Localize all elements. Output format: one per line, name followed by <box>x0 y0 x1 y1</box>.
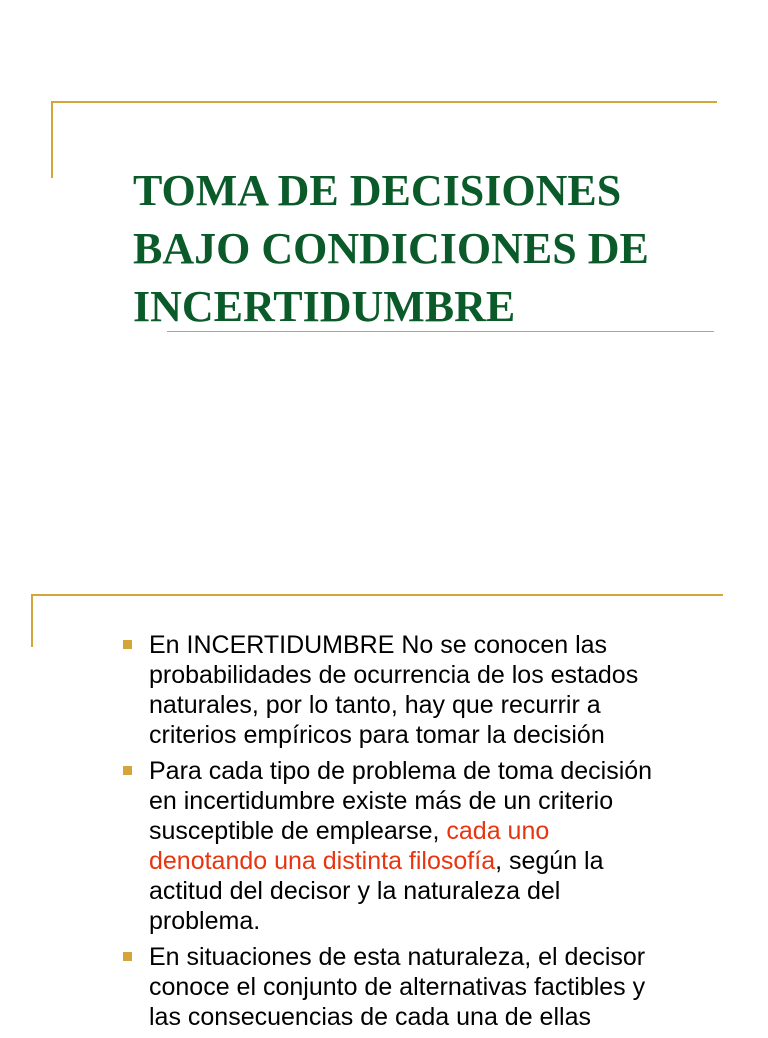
title-line-2: BAJO CONDICIONES DE <box>133 224 649 273</box>
title-line-3: INCERTIDUMBRE <box>133 282 516 331</box>
square-bullet-icon <box>123 952 132 961</box>
title-underline <box>167 331 714 332</box>
highlighted-text: denotando una distinta filosofía <box>149 847 496 875</box>
bullet-line: naturales, por lo tanto, hay que recurrir a <box>149 691 601 719</box>
bullet-item <box>120 756 720 936</box>
bullet-item <box>120 942 720 1032</box>
bullet-line: En situaciones de esta naturaleza, el decisor <box>149 943 646 971</box>
bullet-line: las consecuencias de cada una de ellas <box>149 1003 591 1031</box>
left-rule <box>31 594 33 647</box>
bullet-line: En INCERTIDUMBRE No se conocen las <box>149 631 608 659</box>
bullet-line: Para cada tipo de problema de toma decisión <box>149 757 653 785</box>
highlighted-text: cada uno <box>446 817 550 845</box>
title-line-1: TOMA DE DECISIONES <box>133 166 622 215</box>
bullet-line: conoce el conjunto de alternativas factibles y <box>149 973 646 1001</box>
left-rule <box>51 101 53 178</box>
top-rule <box>31 594 723 596</box>
bullet-line <box>149 816 720 846</box>
bullet-line <box>149 846 720 876</box>
slide-title <box>133 162 753 336</box>
bullet-item <box>120 630 720 750</box>
square-bullet-icon <box>123 766 132 775</box>
bullet-line: criterios empíricos para tomar la decisión <box>149 721 605 749</box>
square-bullet-icon <box>123 640 132 649</box>
bullet-text: , según la <box>495 847 604 875</box>
bullet-line: problema. <box>149 907 261 935</box>
bullet-line: probabilidades de ocurrencia de los estados <box>149 661 639 689</box>
bullet-line: en incertidumbre existe más de un criterio <box>149 787 614 815</box>
top-rule <box>51 101 717 103</box>
bullet-text: susceptible de emplearse, <box>149 817 447 845</box>
bullet-list <box>120 630 720 1038</box>
content-slide <box>0 560 768 1031</box>
bullet-line: actitud del decisor y la naturaleza del <box>149 877 561 905</box>
